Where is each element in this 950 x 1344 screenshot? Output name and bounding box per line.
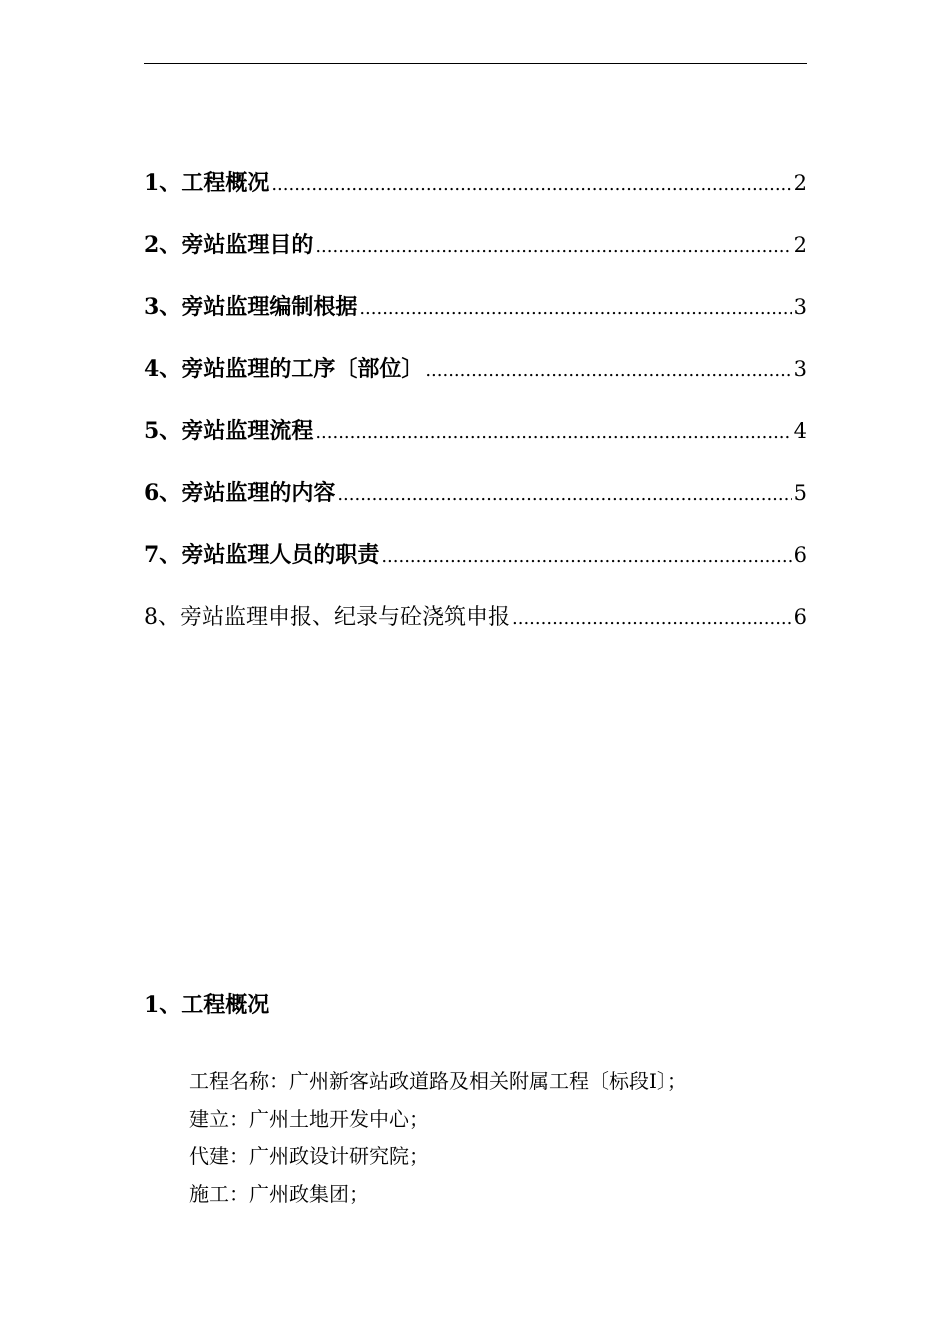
toc-dot-leader: [315, 418, 791, 448]
toc-entry-number: 2、: [144, 232, 182, 258]
toc-dot-leader: [315, 232, 791, 262]
toc-entry[interactable]: [144, 478, 807, 540]
toc-entry-number: 5、: [144, 418, 182, 444]
toc-entry[interactable]: [144, 354, 807, 416]
project-name-line: 工程名称：广州新客站政道路及相关附属工程〔标段Ⅰ〕；: [189, 1069, 687, 1093]
toc-entry-title: 旁站监理编制根据: [181, 294, 358, 320]
toc-entry-title: 旁站监理流程: [181, 418, 314, 444]
builder-line: 建立：广州土地开发中心；: [189, 1106, 429, 1131]
toc-entry[interactable]: [144, 168, 807, 230]
toc-entry-page: 3: [793, 357, 807, 381]
toc-dot-leader: [425, 356, 791, 386]
toc-entry-page: 2: [793, 171, 807, 195]
toc-entry-page: 6: [793, 543, 807, 567]
toc-entry-title: 旁站监理的内容: [181, 480, 336, 506]
table-of-contents: [144, 168, 807, 664]
toc-entry-number: 1、: [144, 170, 182, 196]
toc-dot-leader: [381, 542, 791, 572]
toc-entry-title: 旁站监理目的: [181, 232, 314, 258]
toc-entry-title: 工程概况: [181, 170, 270, 196]
toc-entry[interactable]: [144, 416, 807, 478]
section-heading: 1、工程概况: [144, 992, 270, 1018]
agent-builder-line: 代建：广州政设计研究院；: [189, 1144, 429, 1168]
toc-dot-leader: [512, 604, 792, 634]
toc-entry[interactable]: [144, 540, 807, 602]
toc-entry-number: 4、: [144, 356, 182, 382]
toc-dot-leader: [271, 170, 791, 200]
toc-entry[interactable]: [144, 230, 807, 292]
toc-entry-number: 6、: [144, 480, 182, 506]
toc-entry-page: 5: [793, 481, 807, 505]
toc-entry-page: 4: [793, 419, 807, 443]
header-rule: [144, 63, 807, 64]
toc-dot-leader: [337, 480, 791, 510]
toc-dot-leader: [359, 294, 791, 324]
toc-entry[interactable]: [144, 292, 807, 354]
toc-entry-number: 7、: [144, 542, 182, 568]
toc-entry-number: 8、: [144, 605, 180, 630]
toc-entry[interactable]: [144, 602, 807, 664]
toc-entry-title: 旁站监理申报、纪录与砼浇筑申报: [180, 605, 511, 630]
contractor-line: 施工：广州政集团；: [189, 1181, 369, 1206]
toc-entry-number: 3、: [144, 294, 182, 320]
toc-entry-page: 3: [793, 295, 807, 319]
toc-entry-page: 2: [793, 233, 807, 257]
toc-entry-page: 6: [793, 605, 807, 629]
section-body: [189, 1063, 809, 1213]
toc-entry-title: 旁站监理的工序〔部位〕: [181, 356, 424, 382]
toc-entry-title: 旁站监理人员的职责: [181, 542, 380, 568]
